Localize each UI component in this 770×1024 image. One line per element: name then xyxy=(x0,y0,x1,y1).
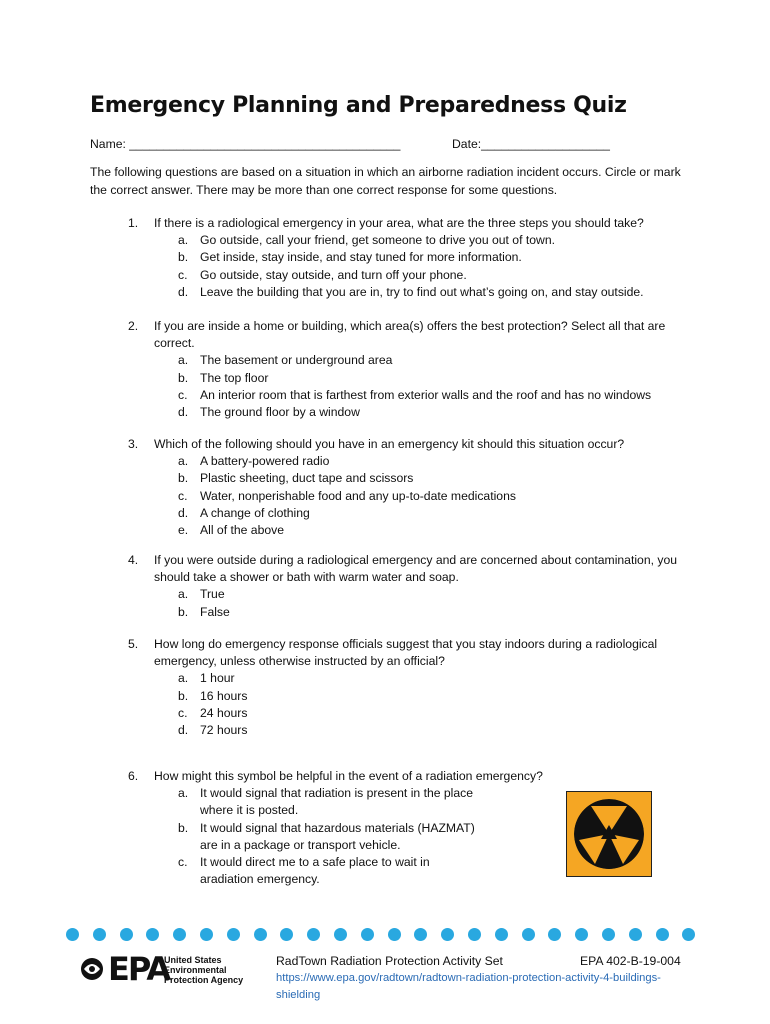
option-text: An interior room that is farthest from exterior walls and the roof and has no windows xyxy=(200,387,652,402)
answer-option[interactable] xyxy=(178,785,478,819)
question-text: Which of the following should you have in an emergency kit should this situation occur? xyxy=(154,437,625,451)
answer-option[interactable] xyxy=(178,854,478,888)
option-text: It would signal that hazardous materials (HAZMAT) are in a package or transport vehicle. xyxy=(200,820,475,852)
answer-option[interactable] xyxy=(178,688,688,705)
divider-dot xyxy=(548,928,561,941)
divider-dot xyxy=(522,928,535,941)
divider-dot xyxy=(414,928,427,941)
option-text: It would signal that radiation is present in the place where it is posted. xyxy=(200,786,474,818)
option-letter: b. xyxy=(178,250,189,265)
answer-option[interactable] xyxy=(178,470,688,487)
option-letter: a. xyxy=(178,671,189,686)
answer-option[interactable] xyxy=(178,404,688,421)
activity-set-title: RadTown Radiation Protection Activity Set xyxy=(276,954,503,968)
option-text: It would direct me to a safe place to wait in aradiation emergency. xyxy=(200,855,430,887)
question-4 xyxy=(128,552,688,621)
option-letter: b. xyxy=(178,820,189,835)
question-text: How might this symbol be helpful in the event of a radiation emergency? xyxy=(154,769,543,783)
question-text: If you are inside a home or building, which area(s) offers the best protection? Select all that are correct. xyxy=(154,319,666,351)
question-text: If there is a radiological emergency in your area, what are the three steps you should take? xyxy=(154,216,644,230)
divider-dot xyxy=(334,928,347,941)
answer-option[interactable] xyxy=(178,488,688,505)
divider-dot xyxy=(682,928,695,941)
option-text: 16 hours xyxy=(200,688,248,703)
option-letter: d. xyxy=(178,505,189,520)
option-text: The basement or underground area xyxy=(200,353,393,368)
date-field[interactable]: Date:___________________ xyxy=(452,137,610,151)
option-letter: e. xyxy=(178,523,189,538)
option-letter: d. xyxy=(178,723,189,738)
option-letter: a. xyxy=(178,587,189,602)
answer-option[interactable] xyxy=(178,705,688,722)
option-letter: a. xyxy=(178,786,189,801)
fallout-shelter-symbol xyxy=(566,791,652,877)
answer-option[interactable] xyxy=(178,820,478,854)
answer-option[interactable] xyxy=(178,604,688,621)
option-text: The ground floor by a window xyxy=(200,405,360,420)
divider-dot xyxy=(173,928,186,941)
answer-option[interactable] xyxy=(178,586,688,603)
question-text: If you were outside during a radiological emergency and are concerned about contamination, you should take a shower or bath with warm water and soap. xyxy=(154,553,678,585)
divider-dot xyxy=(495,928,508,941)
question-number: 4. xyxy=(128,553,139,567)
option-letter: c. xyxy=(178,488,188,503)
fallout-shelter-icon xyxy=(567,792,651,876)
divider-dot xyxy=(361,928,374,941)
question-number: 3. xyxy=(128,437,139,451)
instructions: The following questions are based on a situation in which an airborne radiation incident occurs. Circle or mark the correct answer. There may be more than one correct response for some questions. xyxy=(90,165,681,197)
source-link[interactable]: https://www.epa.gov/radtown/radtown-radiation-protection-activity-4-buildings-shielding xyxy=(276,972,661,1001)
option-letter: c. xyxy=(178,387,188,402)
option-letter: b. xyxy=(178,688,189,703)
divider-dot xyxy=(200,928,213,941)
answer-option[interactable] xyxy=(178,670,688,687)
page-title: Emergency Planning and Preparedness Quiz xyxy=(90,93,627,118)
option-letter: a. xyxy=(178,233,189,248)
option-letter: b. xyxy=(178,471,189,486)
divider-dot xyxy=(66,928,79,941)
divider-dot xyxy=(656,928,669,941)
answer-option[interactable] xyxy=(178,522,688,539)
option-text: False xyxy=(200,604,230,619)
answer-option[interactable] xyxy=(178,249,688,266)
name-field[interactable]: Name: ________________________________________ xyxy=(90,137,401,151)
divider-dot xyxy=(93,928,106,941)
option-letter: c. xyxy=(178,855,188,870)
answer-option[interactable] xyxy=(178,722,688,739)
question-2 xyxy=(128,318,688,421)
answer-option[interactable] xyxy=(178,387,688,404)
option-text: The top floor xyxy=(200,370,269,385)
answer-option[interactable] xyxy=(178,352,688,369)
question-number: 2. xyxy=(128,319,139,333)
answer-option[interactable] xyxy=(178,284,688,301)
divider-dot xyxy=(575,928,588,941)
option-text: 72 hours xyxy=(200,723,248,738)
option-letter: d. xyxy=(178,284,189,299)
answer-option[interactable] xyxy=(178,370,688,387)
question-3 xyxy=(128,436,688,539)
option-text: 24 hours xyxy=(200,705,248,720)
question-number: 5. xyxy=(128,637,139,651)
question-1 xyxy=(128,215,688,301)
dotted-divider xyxy=(66,928,696,944)
question-text: How long do emergency response officials suggest that you stay indoors during a radiological emergency, unless otherwise instructed by an official? xyxy=(154,637,658,669)
document-code: EPA 402-B-19-004 xyxy=(580,954,681,968)
answer-option[interactable] xyxy=(178,267,688,284)
answer-option[interactable] xyxy=(178,232,688,249)
option-text: Get inside, stay inside, and stay tuned for more information. xyxy=(200,250,522,265)
divider-dot xyxy=(441,928,454,941)
option-letter: c. xyxy=(178,705,188,720)
divider-dot xyxy=(120,928,133,941)
option-text: Go outside, call your friend, get someone to drive you out of town. xyxy=(200,233,555,248)
divider-dot xyxy=(629,928,642,941)
option-letter: b. xyxy=(178,604,189,619)
question-5 xyxy=(128,636,688,739)
divider-dot xyxy=(388,928,401,941)
epa-letters: EPA xyxy=(108,950,170,988)
divider-dot xyxy=(468,928,481,941)
option-letter: a. xyxy=(178,353,189,368)
option-letter: c. xyxy=(178,267,188,282)
divider-dot xyxy=(254,928,267,941)
option-text: Water, nonperishable food and any up-to-date medications xyxy=(200,488,516,503)
agency-name: United States Environmental Protection Agency xyxy=(164,955,244,985)
divider-dot xyxy=(227,928,240,941)
answer-option[interactable] xyxy=(178,505,688,522)
divider-dot xyxy=(280,928,293,941)
option-text: A change of clothing xyxy=(200,505,310,520)
option-text: Plastic sheeting, duct tape and scissors xyxy=(200,471,414,486)
epa-logo xyxy=(80,950,270,989)
option-text: Leave the building that you are in, try to find out what’s going on, and stay outside. xyxy=(200,284,644,299)
divider-dot xyxy=(307,928,320,941)
option-text: A battery-powered radio xyxy=(200,454,330,469)
option-text: 1 hour xyxy=(200,671,235,686)
divider-dot xyxy=(602,928,615,941)
question-number: 6. xyxy=(128,769,139,783)
option-letter: b. xyxy=(178,370,189,385)
question-number: 1. xyxy=(128,216,139,230)
option-text: All of the above xyxy=(200,523,285,538)
option-text: Go outside, stay outside, and turn off your phone. xyxy=(200,267,467,282)
option-letter: d. xyxy=(178,405,189,420)
option-letter: a. xyxy=(178,454,189,469)
option-text: True xyxy=(200,587,225,602)
answer-option[interactable] xyxy=(178,453,688,470)
divider-dot xyxy=(146,928,159,941)
